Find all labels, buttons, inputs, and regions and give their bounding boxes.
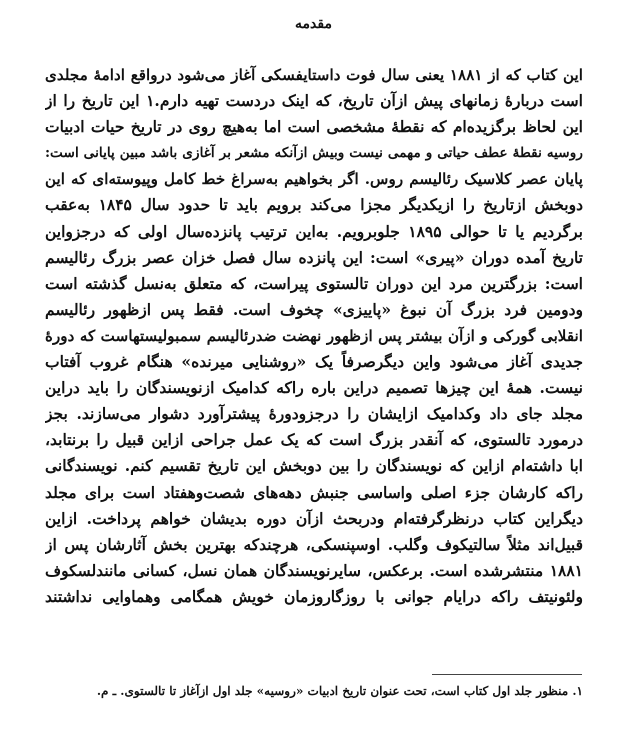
text-line: جدیدی آغاز می‌شود واین دیگرصرفاً یک «روشنایی میرنده» هنگام غروب آفتاب (45, 352, 583, 372)
footnote-divider (432, 674, 582, 675)
text-line: تاریخ آمده دوران «پیری» است: این پانزده سال فصل خزان عصر بزرگ رئالیسم (45, 247, 583, 267)
text-line: دیگراین کتاب درنظرگرفته‌ام ودربحث ازآن دوره بدیشان خواهم پرداخت. ازاین (45, 508, 583, 528)
text-line: ولئونیتف راکه درایام جوانی با روزگاروزمان خویش همگامی وهماوایی نداشتند (45, 586, 583, 606)
text-line: دوبخش ازتاریخ را ازیکدیگر مجزا می‌کند برویم باید تا حدود سال ۱۸۴۵ به‌عقب (45, 195, 583, 215)
text-line: قبیل‌اند مثلاً سالتیکوف وگلب. اوسپنسکی، هرچندکه بهترین بخش آثارشان پس از (45, 534, 583, 554)
text-line: ودومین فرد بزرگ آن نبوغ «پاییزی» چخوف است. فقط پس ازظهور رئالیسم (45, 299, 583, 319)
text-line: راکه کارشان جزء اصلی واساسی جنبش دهه‌های شصت‌وهفتاد است برای مجلد (45, 482, 583, 502)
text-line: مجلد جای داد وکدامیک ازایشان را درجزودورهٔ پیشترآورد دشوار می‌سازند. بجز (45, 404, 583, 424)
text-line: درمورد تالستوی، که آنقدر بزرگ است که یک عمل جراحی ازاین قبیل را برنتابد، (45, 430, 583, 450)
text-line: است دربارهٔ زمانهای پیش ازآن تاریخ، که اینک دردست تهیه دارم.۱ این تاریخ را از (45, 91, 583, 111)
text-line: روسیه نقطهٔ عطف حیاتی و مهمی نیست وبیش ازآنکه مشعر بر آغازی باشد مبین پایانی است: (45, 145, 583, 162)
text-line: نیست. همهٔ این چیزها تصمیم دراین باره راکه کدامیک ازنویسندگان را باید دراین (45, 378, 583, 398)
text-line: این کتاب که از ۱۸۸۱ یعنی سال فوت داستایفسکی آغاز می‌شود درواقع ادامهٔ مجلدی (45, 66, 583, 84)
text-line: انقلابی گورکی و ازآن بیشتر پس ازظهور نهضت ضدرئالیسم سمبولیستهاست که دورهٔ (45, 326, 583, 345)
text-line: برگردیم یا تا حوالی ۱۸۹۵ جلوبرویم. به‌این ترتیب پانزده‌سال اولی که درجزواین (45, 221, 583, 241)
footnote: ۱. منظور جلد اول کتاب است، تحت عنوان تاریخ ادبیات «روسیه» جلد اول ازآغاز تا تالستوی. ـ م. (96, 684, 583, 698)
body-text (45, 62, 583, 610)
text-line: است: بزرگترین مرد این دوران تالستوی پیراست، که متعلق به‌نسل گذشته است (45, 273, 583, 293)
text-line: ابا داشته‌ام ازاین که نویسندگان را بین دوبخش این تاریخ تقسیم کنم. نویسندگانی (45, 456, 583, 476)
page-header-title: مقدمه (295, 16, 332, 32)
text-line: پایان عصر کلاسیک رئالیسم روس. اگر بخواهیم به‌سراغ خط کامل وپیوسته‌ای که این (45, 170, 583, 189)
text-line: این لحاظ برگزیده‌ام که نقطهٔ مشخصی است اما به‌هیچ روی در تاریخ حیات ادبیات (45, 117, 583, 137)
text-line: ۱۸۸۱ منتشرشده است. برعکس، سایرنویسندگان همان نسل، کسانی مانندلسکوف (45, 560, 583, 580)
